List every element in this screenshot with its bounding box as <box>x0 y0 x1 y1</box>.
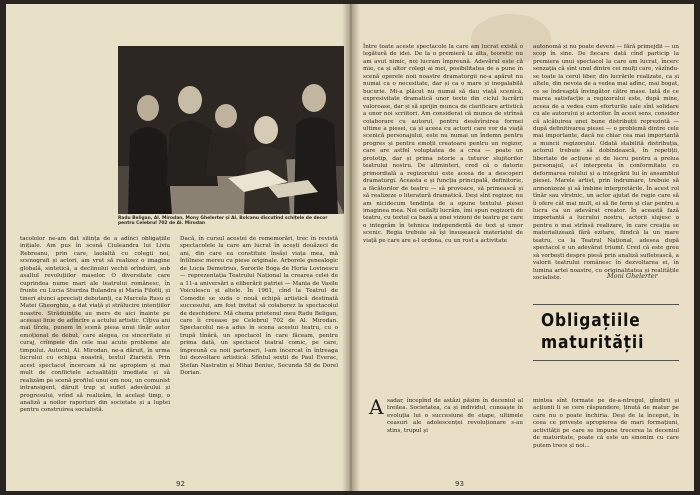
left-page-column-1: tacolelor ne-am dat silința de a adînci obligațiile inițiale. Am pus în scenă Ciuleandra lui Liviu Rebreanu, prin care, laolaltă cu colegii noi, scenografi și actori, am vrut să realizez o imagine globală, sintetică, a declinului vechii orînduiri, sub asaltul revoluțiilor maselor. O diversitate care cuprindea nume mari ale teatrului românesc, în frunte cu Lucia Sturdza Bulandra și Maria Filotti, și tineri atunci apreciați debutanți, ca Marcela Rusu și Matei Gheorghiu, a dat viață și strălucire intențiilor noastre. Străduințile au mers de aici înainte pe aceeași linie de adîncire a actului artistic. Cîțiva ani mai tîrziu, punem în scenă piesa unui tînăr autor emoționat de debut, care alegea, cu sinceritate și curaj, crîmpeie din cele mai acute probleme ale timpului. Autorul, Al. Mirodan, ne-a dăruit, în urma lucrului cu echipa noastră, textul Ziaristii. Prin acest spectacol încercam să ne apropiem și mai mult de conflictele actualității imediate și să realizăm pe scenă profilul unui om nou, un comunist intransigent, dăruit trup și suflet adevărului și progresului, vrînd să realizăm, în același timp, o analiză a noilor raporturi din societate și a luptei pentru construirea socialistă. <box>20 236 170 414</box>
author-signature: Moni Ghelerter <box>607 272 658 280</box>
book-gutter <box>342 4 360 491</box>
left-page-column-2: Dacă, în cursul acestei de rememorări, trec în revistă spectacolele la care am lucrat în acești douăzeci de ani, din care ea constituie însăși viața mea, mă întîlnesc mereu cu piese originale. Arborele genealogic de Lucia Demetrius, Surorile Boga de Horia Lovinescu — reprezentația Teatrului Național la crearea celei de a 11-a aniversări a eliberării patriei — Mania de Vasile Voiculescu și altele. În 1961, cînd la Teatrul de Comedie se suda o nouă echipă artistică destinată succesului, am fost invitat să colaborez la spectacolul de deschidere. Mă chema prietenul meu Radu Beligan, care îi creease pe Celebrul 702 de Al. Mirodan. Spectacolul ne-a adus în scena acestui teatru, cu o trupă tînără, un spectacol în care făceam, pentru prima dată, un spectacol teatral comic, pe care, împreună cu noii parteneri, l-am încercat în întreaga lui dezvoltare artistică: Sfîntul sextil de Paul Everac, Ștefan Nastratin și Mihai Beniuc, Secunda 58 de Dorel Dorian. <box>180 236 338 377</box>
photo-caption: Radu Beligan, Al. Mirodan, Mony Ghelerter și Al. Bolcanu discutînd schițele de decor pentru Celebrul 702 de Al. Mirodan <box>118 216 328 227</box>
title-line-1: Obligațiile <box>541 310 641 331</box>
right-page-column-2: autonomă și nu poate deveni — fără primejdii — un scop în sine. De fiecare dată cînd particip la premiera unui spectacol la care am lucrat, încerc senzația că sînt unul dintre cei mulți care, văzîndu-se toate la cerul liber, din lucrările realizate, ca și altele, din nevoia de a vedea mai adînc, mai bogat, ce se îndreaptă învingător către mase. Iată de ce marea satisfacție a regizorului este, după mine, aceea de a vedea cum eforturile sale sînt solidare cu ale autorului și actorilor. În acest sens, consider că alcătuirea unei bune distribuții reprezintă — după definitivarea piesei — o problemă dintre cele mai importante, dacă nu chiar cea mai importantă a muncii regizorului. Odată stabilită distribuția, actorul trebuie să dobîndească, în repetiții, libertate de acțiune și de lucru pentru a prelua personajul, a-l interpreta în conformitate cu deformarea rolului și a integrării lui în ansamblul piesei. Marele artist, prin îndrumare, trebuie să armonizeze și să îmbine interpretările. În acest rol tînăr sau vîrstnic, un actor ajutat de regie care să îi ofere cât mai mult, ei să fie ferm și clar pentru a lucra ca un adevărat creator. În această fază importantă a lucrului nostru, actorii slujesc o pentru o mai strînsă realizare, în care creația se materializează fără ezitare, fiindcă la un mare teatru, ca la Teatrul Național, adesea după spectacol e un adevărat triumf. Cred că este greu să vorbești despre piesă prin analiză sufletească, a valorii teatrului românesc în dezvoltarea ei, în lumina artei noastre, cu originalitatea și realitățile socialiste. <box>533 44 679 282</box>
title-rule-top <box>533 304 679 305</box>
drop-cap: A <box>369 395 384 419</box>
right-page <box>351 4 694 491</box>
right-page-column-1: Între toate aceste spectacole la care am lucrat există o legătură de idei. De la o premieră la alta, teoretic nu am avut nimic, noi lucram împreună. Adevărul este că mie, ca și altor colegi ai mei, posibilitatea de a pune în scenă operele noii noastre dramaturgii ne-a apărut nu numai ca o necesitate, dar și ca o mare și inegalabilă bucurie. Mi-a plăcut nu numai să dau viață scenică, expresivitate dramatică unor texte din ciclul lucrării valoroase, dar și să sprijin munca de clarificare artistică a unor noi scriitori. Am considerat că munca de strînsă colaborare cu autorul, pentru desăvîrșirea formei ultime a piesei, ca și aceea cu actorii care vor da viață scenică personajului, este nu numai un îndemn pentru progres și pentru emoții creatoare pentru un regizor, care are astfel voluptatea de a crea — poate un prototip, dar și prima istorie a tuturor slujitorilor teatrului nostru. De altminteri, cred că o datorie primordială a regizorului este aceea de a descoperi dramaturgi. Aceasta e și funcția principală, definitorie, a făcătorilor de teatru — să provoace, să primească și să realizeze o literatură dramatică. Deși sînt regizor, nu am nicidecum tendința de a opune textului piesei imaginea mea. Noi ceilalți lucrăm, îmi spun regizorii de teatru, cu textul ca bază a unei viziuni de teatru pe care o integrăm în tehnica independentă de text și umor scenic. Regia trebuie să își însușească materialul de viață pe care are a-l ordona, cu un rost a activitate <box>363 44 523 244</box>
right-page-column-4: mintea sînt formate pe de-a-ntregul, gîndirii și acțiunii li se cere răspundere, ținută de matur pe care nu o poate închiria. Deși de la început, în ceea ce privește apropierea de mari formațiuni, activității pe care se impune trecerea la deceniul de maturitate, poate că este un sinonim cu care putem trece și noi... <box>533 398 679 449</box>
photo-rehearsal-icon <box>118 46 344 214</box>
page-number-left: 92 <box>176 480 185 488</box>
right-page-column-3: sadar, începînd de astăzi pășim în deceniul al treilea. Societatea, ca și individul, cunoaște în evoluția lui o succesiune de etape, ultimele ceasuri ale adolescenței revoluționare s-au stins, trupul și <box>387 398 523 434</box>
book-spread <box>6 4 694 491</box>
rehearsal-photo <box>118 46 344 214</box>
article-title <box>541 310 644 354</box>
title-rule-bottom <box>533 360 679 361</box>
page-number-right: 93 <box>455 480 464 488</box>
left-page <box>6 4 349 491</box>
title-line-2: maturității <box>541 332 645 353</box>
